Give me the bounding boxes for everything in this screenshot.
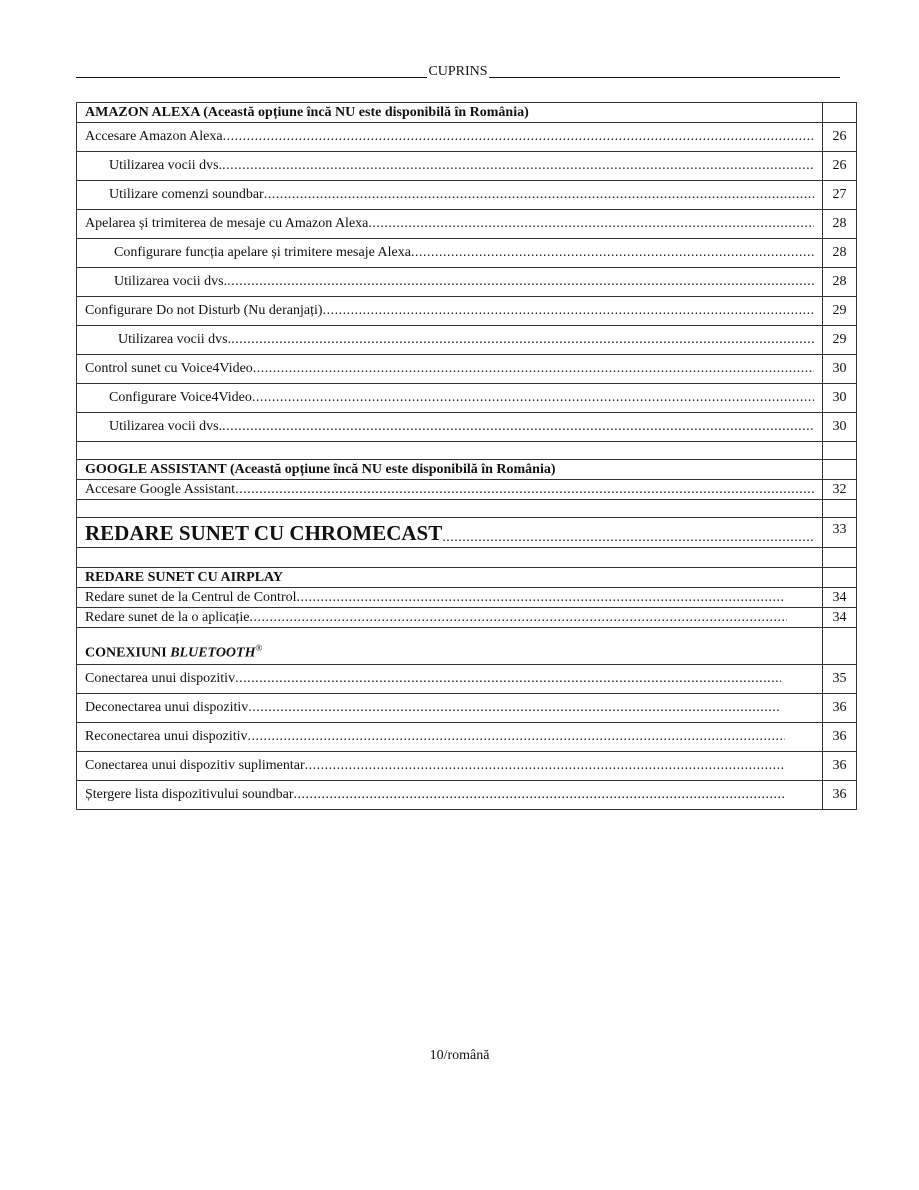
toc-entry-chromecast[interactable]: REDARE SUNET CU CHROMECAST ..... [77,520,822,546]
page-number: 30 [823,384,857,413]
toc-row [77,665,857,694]
section-row-chromecast [77,518,857,548]
page-number: 35 [823,665,857,694]
toc-row [77,210,857,239]
toc-row [77,268,857,297]
section-title-airplay: REDARE SUNET CU AIRPLAY [85,569,283,585]
page-number: 30 [823,355,857,384]
toc-entry[interactable]: Ștergere lista dispozitivului soundbar ..... [77,787,822,803]
page-number: 36 [823,752,857,781]
section-row-airplay [77,568,857,588]
toc-entry[interactable]: Reconectarea unui dispozitiv ..... [77,729,822,745]
toc-row [77,694,857,723]
page-number: 29 [823,297,857,326]
section-row-alexa [77,103,857,123]
toc-row [77,355,857,384]
toc-row [77,752,857,781]
toc-entry[interactable]: Redare sunet de la Centrul de Control ..... [77,590,822,606]
page-number: 27 [823,181,857,210]
page-number: 28 [823,268,857,297]
page-number: 36 [823,694,857,723]
page-number: 29 [823,326,857,355]
toc-entry[interactable]: Control sunet cu Voice4Video ..... [77,361,822,377]
toc-entry[interactable]: Apelarea și trimiterea de mesaje cu Amazon Alexa ..... [77,216,822,232]
page-number: 36 [823,781,857,810]
toc-row [77,608,857,628]
toc-row [77,239,857,268]
header-rule-right [489,76,840,78]
toc-entry[interactable]: Redare sunet de la o aplicație ..... [77,610,822,626]
toc-row [77,297,857,326]
page-number: 26 [823,152,857,181]
page-number: 34 [823,608,857,628]
spacer-row [77,500,857,518]
page-number: 36 [823,723,857,752]
toc-row [77,152,857,181]
toc-entry[interactable]: Utilizarea vocii dvs. ..... [77,419,822,435]
toc-entry[interactable]: Accesare Google Assistant ..... [77,482,822,498]
toc-entry[interactable]: Conectarea unui dispozitiv ..... [77,671,822,687]
page-number: 34 [823,588,857,608]
toc-entry[interactable]: Configurare funcția apelare și trimitere mesaje Alexa ..... [77,245,822,261]
page-number: 32 [823,480,857,500]
page-header [76,64,840,80]
page-number: 28 [823,210,857,239]
toc-row [77,723,857,752]
section-title-google: GOOGLE ASSISTANT (Această opțiune încă NU este disponibilă în România) [85,461,556,477]
page-number: 28 [823,239,857,268]
toc-row [77,123,857,152]
section-title-alexa: AMAZON ALEXA (Această opțiune încă NU este disponibilă în România) [85,104,529,120]
toc-row [77,413,857,442]
header-title: CUPRINS [428,64,488,79]
toc-entry[interactable]: Accesare Amazon Alexa ..... [77,129,822,145]
page-number: 26 [823,123,857,152]
header-rule-left [76,76,427,78]
toc-entry[interactable]: Conectarea unui dispozitiv suplimentar ..... [77,758,822,774]
spacer-row [77,442,857,460]
toc-row [77,588,857,608]
section-title-bluetooth: CONEXIUNI BLUETOOTH® [85,643,263,661]
toc-row [77,480,857,500]
spacer-row [77,548,857,568]
table-of-contents [76,102,857,810]
toc-row [77,181,857,210]
page-number: 33 [823,518,857,548]
toc-entry[interactable]: Configurare Voice4Video ..... [77,390,822,406]
toc-row [77,326,857,355]
page-footer: 10/română [429,1048,490,1063]
toc-row [77,781,857,810]
toc-entry[interactable]: Utilizarea vocii dvs. ..... [77,158,822,174]
section-row-bluetooth [77,628,857,665]
toc-entry[interactable]: Utilizare comenzi soundbar ..... [77,187,822,203]
page-number: 30 [823,413,857,442]
section-row-google [77,460,857,480]
toc-entry[interactable]: Utilizarea vocii dvs. ..... [77,332,822,348]
toc-row [77,384,857,413]
toc-entry[interactable]: Configurare Do not Disturb (Nu deranjați) ..... [77,303,822,319]
toc-entry[interactable]: Utilizarea vocii dvs. ..... [77,274,822,290]
toc-entry[interactable]: Deconectarea unui dispozitiv ..... [77,700,822,716]
